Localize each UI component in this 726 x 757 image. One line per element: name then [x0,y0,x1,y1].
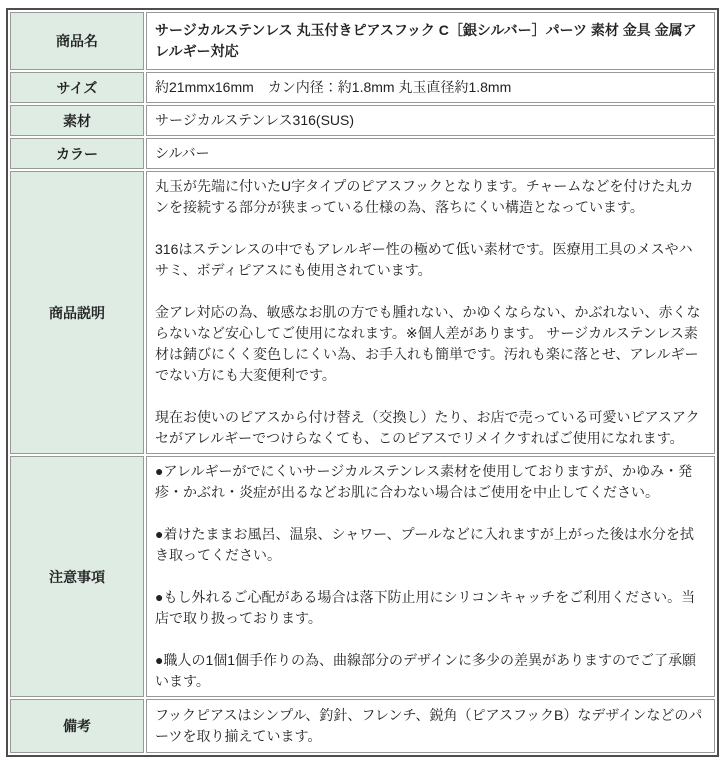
precautions-value [146,456,715,697]
table-row-precautions [10,456,715,697]
row-label-material: 素材 [10,105,144,136]
description-paragraph-1: 丸玉が先端に付いたU字タイプのピアスフックとなります。チャームなどを付けた丸カンを接続する部分が狭まっている仕様の為、落ちにくい構造となっています。 [155,178,694,215]
product-spec-table [6,8,719,757]
table-row-material [10,105,715,136]
precaution-item-3: ●もし外れるご心配がある場合は落下防止用にシリコンキャッチをご利用ください。当店で取り扱っております。 [155,589,696,626]
table-row-color [10,138,715,169]
description-paragraph-4: 現在お使いのピアスから付け替え（交換し）たり、お店で売っている可愛いピアスアクセがアレルギーでつけらなくても、このピアスでリメイクすればご使用になれます。 [155,409,700,446]
row-label-product-name: 商品名 [10,12,144,70]
remarks-value: フックピアスはシンプル、釣針、フレンチ、鋭角（ピアスフックB）なデザインなどのパーツを取り揃えています。 [146,699,715,753]
table-row-product-name [10,12,715,70]
size-value: 約21mmx16mm カン内径：約1.8mm 丸玉直径約1.8mm [146,72,715,103]
precaution-item-4: ●職人の1個1個手作りの為、曲線部分のデザインに多少の差異がありますのでご了承願います。 [155,652,697,689]
material-value: サージカルステンレス316(SUS) [146,105,715,136]
table-row-description [10,171,715,454]
color-value: シルバー [146,138,715,169]
row-label-color: カラー [10,138,144,169]
table-row-size [10,72,715,103]
precaution-item-1: ●アレルギーがでにくいサージカルステンレス素材を使用しておりますが、かゆみ・発疹・かぶれ・炎症が出るなどお肌に合わない場合はご使用を中止してください。 [155,463,693,500]
description-paragraph-3: 金アレ対応の為、敏感なお肌の方でも腫れない、かゆくならない、かぶれない、赤くならないなど安心してご使用になれます。※個人差があります。 サージカルステンレス素材は錆びにくく変色しにくい為、お手入れも簡単です。汚れも楽に落とせ、アレルギーでない方にも大変便利です。 [155,304,701,383]
row-label-precautions: 注意事項 [10,456,144,697]
precaution-item-2: ●着けたままお風呂、温泉、シャワー、プールなどに入れますが上がった後は水分を拭き取ってください。 [155,526,694,563]
product-name-value: サージカルステンレス 丸玉付きピアスフック C［銀シルバー］パーツ 素材 金具 金属アレルギー対応 [146,12,715,70]
description-value [146,171,715,454]
table-row-remarks [10,699,715,753]
description-paragraph-2: 316はステンレスの中でもアレルギー性の極めて低い素材です。医療用工具のメスやハサミ、ボディピアスにも使用されています。 [155,241,693,278]
row-label-size: サイズ [10,72,144,103]
row-label-remarks: 備考 [10,699,144,753]
row-label-description: 商品説明 [10,171,144,454]
